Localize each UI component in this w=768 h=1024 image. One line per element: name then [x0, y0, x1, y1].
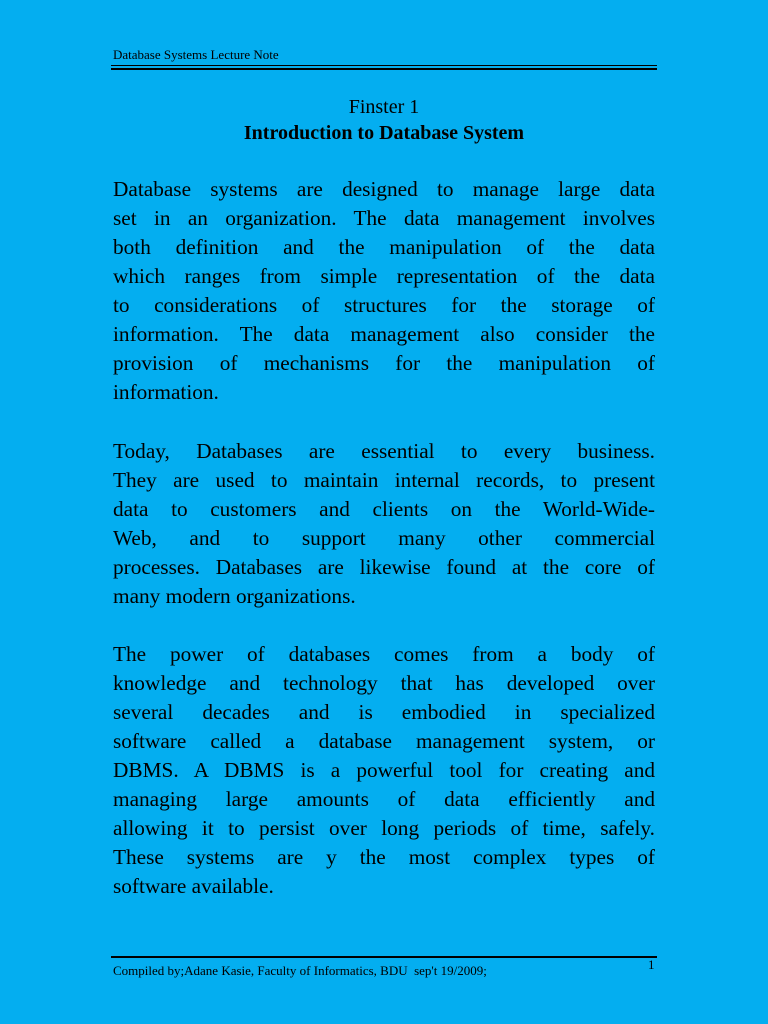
paragraph-line: The power of databases comes from a body of — [113, 642, 655, 666]
paragraph-line: data to customers and clients on the World-Wide- — [113, 497, 655, 521]
running-footer: Compiled by;Adane Kasie, Faculty of Informatics, BDU sep't 19/2009; — [113, 963, 487, 978]
paragraph-1 — [113, 175, 655, 407]
paragraph-3 — [113, 640, 655, 901]
paragraph-2 — [113, 437, 655, 611]
paragraph-line: software called a database management system, or — [113, 729, 655, 753]
page-number: 1 — [648, 957, 655, 972]
paragraph-line: several decades and is embodied in specialized — [113, 700, 655, 724]
paragraph-line: information. — [113, 380, 219, 404]
paragraph-line: managing large amounts of data efficiently and — [113, 787, 655, 811]
paragraph-line: Today, Databases are essential to every business. — [113, 439, 655, 463]
paragraph-line: They are used to maintain internal records, to present — [113, 468, 655, 492]
paragraph-line: information. The data management also consider the — [113, 322, 655, 346]
paragraph-line: both definition and the manipulation of the data — [113, 235, 655, 259]
running-header: Database Systems Lecture Note — [113, 47, 279, 62]
chapter-label: Finster 1 — [348, 96, 420, 118]
footer-rule — [111, 956, 657, 958]
paragraph-line: processes. Databases are likewise found at the core of — [113, 555, 655, 579]
paragraph-line: which ranges from simple representation of the data — [113, 264, 655, 288]
page-title: Introduction to Database System — [243, 122, 525, 144]
paragraph-line: These systems are y the most complex types of — [113, 845, 655, 869]
paragraph-line: software available. — [113, 874, 274, 898]
paragraph-line: provision of mechanisms for the manipulation of — [113, 351, 655, 375]
paragraph-line: Database systems are designed to manage large data — [113, 177, 655, 201]
paragraph-line: to considerations of structures for the storage of — [113, 293, 655, 317]
paragraph-line: many modern organizations. — [113, 584, 356, 608]
paragraph-line: Web, and to support many other commercial — [113, 526, 655, 550]
paragraph-line: allowing it to persist over long periods of time, safely. — [113, 816, 655, 840]
paragraph-line: set in an organization. The data management involves — [113, 206, 655, 230]
paragraph-line: knowledge and technology that has developed over — [113, 671, 655, 695]
header-rule-thick — [111, 68, 657, 70]
header-rule-thin — [111, 65, 657, 66]
paragraph-line: DBMS. A DBMS is a powerful tool for creating and — [113, 758, 655, 782]
